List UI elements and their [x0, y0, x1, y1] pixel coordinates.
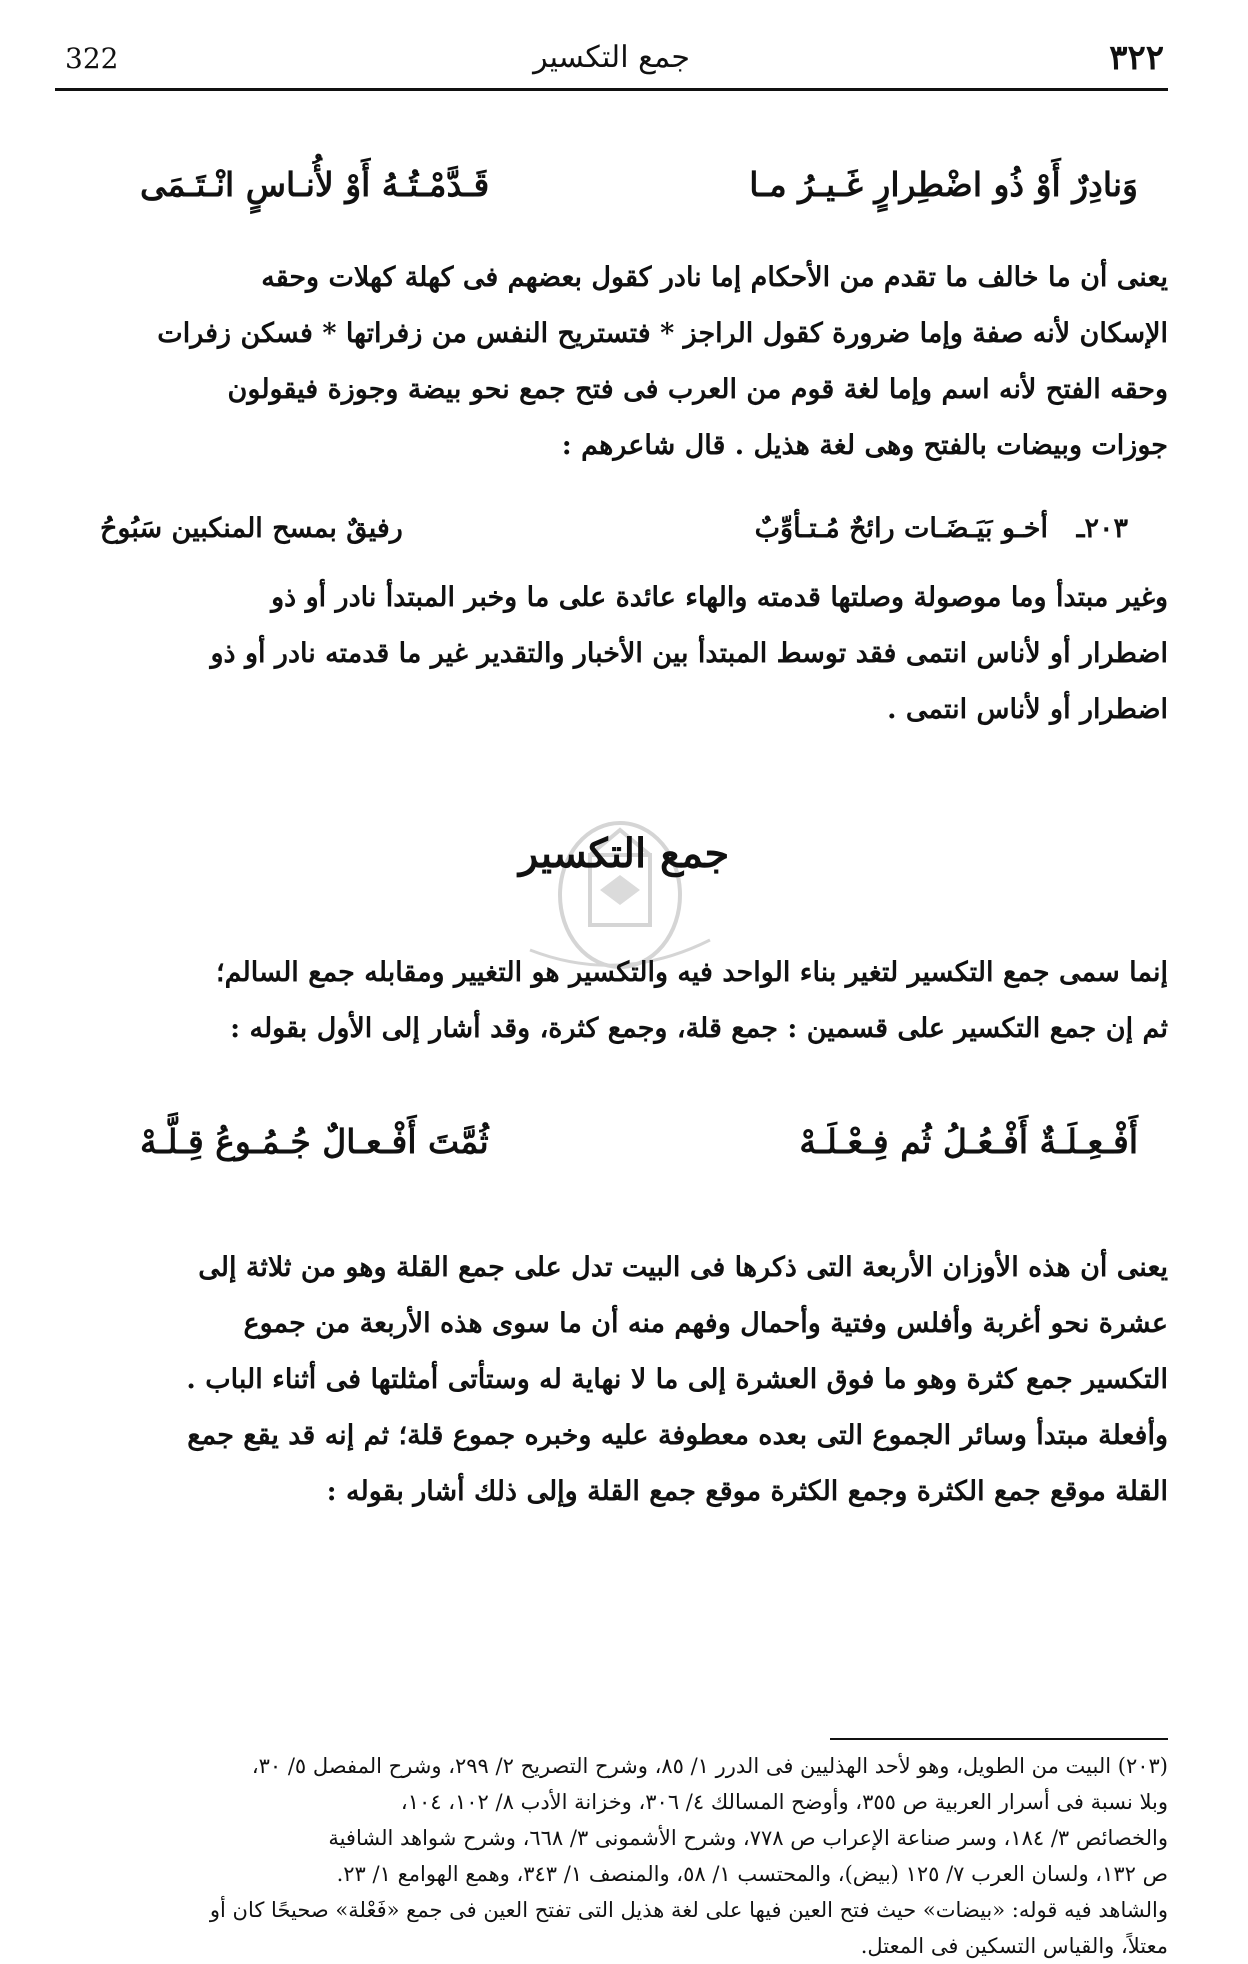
text-line: اضطرار أو لأناس انتمى .	[887, 694, 1168, 725]
verse-1-left-hemistich: قَـدَّمْـتُـهُ أَوْ لأُنـاسٍ انْـتَـمَى	[140, 165, 490, 204]
section-heading: جمع التكسير	[518, 830, 730, 877]
footnote-line: والخصائص ٣/ ١٨٤، وسر صناعة الإعراب ص ٧٧٨، وشرح الأشمونى ٣/ ٦٦٨، وشرح شواهد الشافية	[328, 1826, 1168, 1850]
footnote-line: وبلا نسبة فى أسرار العربية ص ٣٥٥، وأوضح المسالك ٤/ ٣٠٦، وخزانة الأدب ٨/ ١٠٢، ١٠٤،	[400, 1790, 1168, 1814]
text-line: جوزات وبيضات بالفتح وهى لغة هذيل . قال شاعرهم :	[561, 430, 1168, 461]
verse-1-right-hemistich: وَنادِرٌ أَوْ ذُو اضْطِرارٍ غَـيـرُ مـا	[749, 165, 1138, 204]
footnote-line: معتلاً، والقياس التسكين فى المعتل.	[860, 1934, 1168, 1958]
text-line: عشرة نحو أغربة وأفلس وفتية وأحمال وفهم منه أن ما سوى هذه الأربعة من جموع	[243, 1308, 1168, 1339]
poem-number: ٢٠٣ـ	[1076, 513, 1128, 544]
verse-line-1	[140, 165, 1158, 235]
text-line: وحقه الفتح لأنه اسم وإما لغة قوم من العرب فى فتح جمع نحو بيضة وجوزة فيقولون	[227, 374, 1168, 405]
poem-first-hemistich: أخـو بَيَـضَـات رائحٌ مُـتـأوِّبٌ	[754, 513, 1048, 544]
footnote-line: والشاهد فيه قوله: «بيضات» حيث فتح العين فيها على لغة هذيل التى تفتح العين فى جمع «فَعْلة» صحيحًا كان أو	[209, 1898, 1168, 1922]
page-number-arabic: ٣٢٢	[1109, 38, 1164, 78]
page-header	[55, 38, 1168, 91]
footnotes	[90, 1748, 1168, 1964]
text-line: إنما سمى جمع التكسير لتغير بناء الواحد فيه والتكسير هو التغيير ومقابله جمع السالم؛	[215, 957, 1168, 988]
paragraph-explanation-3	[58, 1240, 1168, 1520]
text-line: اضطرار أو لأناس انتمى فقد توسط المبتدأ بين الأخبار والتقدير غير ما قدمته نادر أو ذو	[210, 638, 1168, 669]
text-line: التكسير جمع كثرة وهو ما فوق العشرة إلى ما لا نهاية له وستأتى أمثلتها فى أثناء الباب .	[186, 1364, 1168, 1395]
poem-second-hemistich: رفيقٌ بمسح المنكبين سَبُوحُ	[100, 513, 403, 544]
text-line: يعنى أن هذه الأوزان الأربعة التى ذكرها فى البيت تدل على جمع القلة وهو من ثلاثة إلى	[198, 1252, 1168, 1283]
verse-2-right-hemistich: أَفْـعِـلَـةٌ أَفْـعُـلُ ثُم فِـعْـلَـهْ	[799, 1122, 1138, 1161]
verse-2-left-hemistich: ثُمَّتَ أَفْـعـالٌ جُـمُـوعُ قِـلَّـهْ	[140, 1122, 489, 1161]
text-line: يعنى أن ما خالف ما تقدم من الأحكام إما نادر كقول بعضهم فى كهلة كهلات وحقه	[261, 262, 1168, 293]
footnote-divider	[830, 1738, 1168, 1740]
footnote-line: (٢٠٣) البيت من الطويل، وهو لأحد الهذليين فى الدرر ١/ ٨٥، وشرح التصريح ٢/ ٢٩٩، وشرح المفصل ٥/ ٣٠،	[251, 1754, 1168, 1778]
text-line: وغير مبتدأ وما موصولة وصلتها قدمته والهاء عائدة على ما وخبر المبتدأ نادر أو ذو	[271, 582, 1168, 613]
paragraph-explanation-1	[58, 250, 1168, 474]
footnote-line: ص ١٣٢، ولسان العرب ٧/ ١٢٥ (بيض)، والمحتسب ١/ ٥٨، والمنصف ١/ ٣٤٣، وهمع الهوامع ١/ ٢٣.	[336, 1862, 1168, 1886]
poem-203	[100, 505, 1158, 561]
page-number-latin: 322	[65, 42, 119, 75]
running-title: جمع التكسير	[533, 40, 690, 75]
text-line: وأفعلة مبتدأ وسائر الجموع التى بعده معطوفة عليه وخبره جموع قلة؛ ثم إنه قد يقع جمع	[187, 1420, 1168, 1451]
paragraph-explanation-2	[58, 570, 1168, 738]
text-line: القلة موقع جمع الكثرة وجمع الكثرة موقع جمع القلة وإلى ذلك أشار بقوله :	[326, 1476, 1168, 1507]
text-line: ثم إن جمع التكسير على قسمين : جمع قلة، وجمع كثرة، وقد أشار إلى الأول بقوله :	[230, 1013, 1168, 1044]
verse-line-2	[140, 1122, 1158, 1192]
text-line: الإسكان لأنه صفة وإما ضرورة كقول الراجز * فتستريح النفس من زفراتها * فسكن زفرات	[157, 318, 1168, 349]
paragraph-definition	[58, 945, 1168, 1057]
